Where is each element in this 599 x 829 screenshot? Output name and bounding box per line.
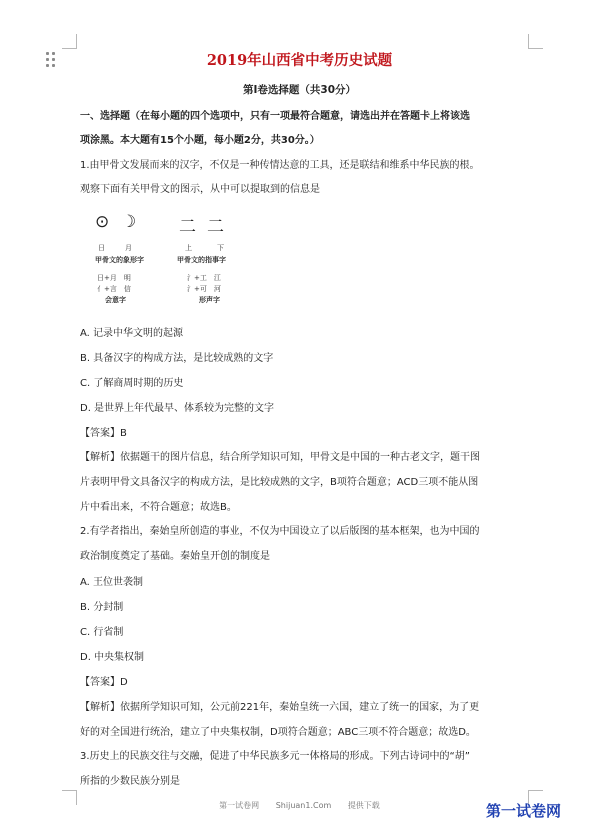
- page-subtitle: 第Ⅰ卷选择题（共30分）: [242, 84, 357, 96]
- moon-glyph-icon: ☽: [121, 212, 137, 232]
- q2-answer: 【答案】D: [80, 677, 128, 688]
- q1-option-a: A. 记录中华文明的起源: [80, 328, 184, 339]
- crop-mark-top-left: [62, 34, 77, 49]
- label-sun: 日: [98, 244, 105, 252]
- crop-mark-top-right: [528, 34, 543, 49]
- label-indicative: 甲骨文的指事字: [177, 256, 226, 264]
- up-glyph-icon: ⼆: [179, 217, 194, 237]
- footer-site-url[interactable]: Shijuan1.Com: [275, 801, 332, 810]
- q2-option-d: D. 中央集权制: [80, 652, 145, 663]
- page-title: 2019年山西省中考历史试题: [206, 52, 393, 69]
- footer-provider: 提供下载: [347, 801, 380, 810]
- q2-analysis-line1: 【解析】依据所学知识可知，公元前221年，秦始皇统一六国，建立了统一的国家，为了更: [80, 702, 480, 713]
- section-instructions-line2: 项涂黑。本大题有15个小题，每小题2分，共30分。）: [80, 135, 320, 146]
- q2-analysis-line2: 好的对全国进行统治，建立了中央集权制，D项符合题意；ABC三项不符合题意；故选D。: [80, 727, 476, 738]
- q3-stem-line1: 3.历史上的民族交往与交融，促进了中华民族多元一体格局的形成。下列古诗词中的“胡”: [80, 751, 470, 762]
- oracle-bone-figure: [95, 212, 255, 307]
- sun-glyph-icon: ⊙: [95, 212, 110, 232]
- phonetic-example-1: 氵+工 江: [187, 274, 221, 282]
- compound-example-2: 亻+言 信: [97, 285, 131, 293]
- phonetic-example-2: 氵+可 河: [187, 285, 221, 293]
- q3-stem-line2: 所指的少数民族分别是: [80, 776, 180, 787]
- compound-example-1: 日+月 明: [97, 274, 131, 282]
- q1-stem-line2: 观察下面有关甲骨文的图示，从中可以提取到的信息是: [80, 184, 320, 195]
- q1-stem-line1: 1.由甲骨文发展而来的汉字，不仅是一种传情达意的工具，还是联结和维系中华民族的根。: [80, 160, 480, 171]
- label-moon: 月: [125, 244, 132, 252]
- footer-site-name: 第一试卷网: [219, 801, 260, 810]
- q2-option-b: B. 分封制: [80, 602, 124, 613]
- label-pictograph: 甲骨文的象形字: [95, 256, 144, 264]
- q1-analysis-line1: 【解析】依据题干的图片信息，结合所学知识可知，甲骨文是中国的一种古老文字，题干图: [80, 452, 480, 463]
- label-phonetic: 形声字: [199, 296, 220, 304]
- q1-analysis-line3: 片中看出来，不符合题意；故选B。: [80, 502, 237, 513]
- q2-stem-line1: 2.有学者指出，秦始皇所创造的事业，不仅为中国设立了以后版图的基本框架，也为中国的: [80, 526, 480, 537]
- label-down: 下: [217, 244, 224, 252]
- down-glyph-icon: ⼆: [207, 217, 222, 237]
- brand-watermark: 第一试卷网: [486, 802, 562, 820]
- q1-option-c: C. 了解商周时期的历史: [80, 378, 184, 389]
- q1-answer: 【答案】B: [80, 428, 127, 439]
- q1-analysis-line2: 片表明甲骨文具备汉字的构成方法，是比较成熟的文字，B项符合题意；ACD三项不能从图: [80, 477, 479, 488]
- q2-option-c: C. 行省制: [80, 627, 124, 638]
- q2-option-a: A. 王位世袭制: [80, 577, 144, 588]
- q2-stem-line2: 政治制度奠定了基础。秦始皇开创的制度是: [80, 551, 270, 562]
- q1-option-d: D. 是世界上年代最早、体系较为完整的文字: [80, 403, 275, 414]
- label-compound: 会意字: [105, 296, 126, 304]
- label-up: 上: [185, 244, 192, 252]
- section-instructions-line1: 一、选择题（在每小题的四个选项中，只有一项最符合题意，请选出并在答题卡上将该选: [80, 111, 470, 122]
- q1-option-b: B. 具备汉字的构成方法，是比较成熟的文字: [80, 353, 274, 364]
